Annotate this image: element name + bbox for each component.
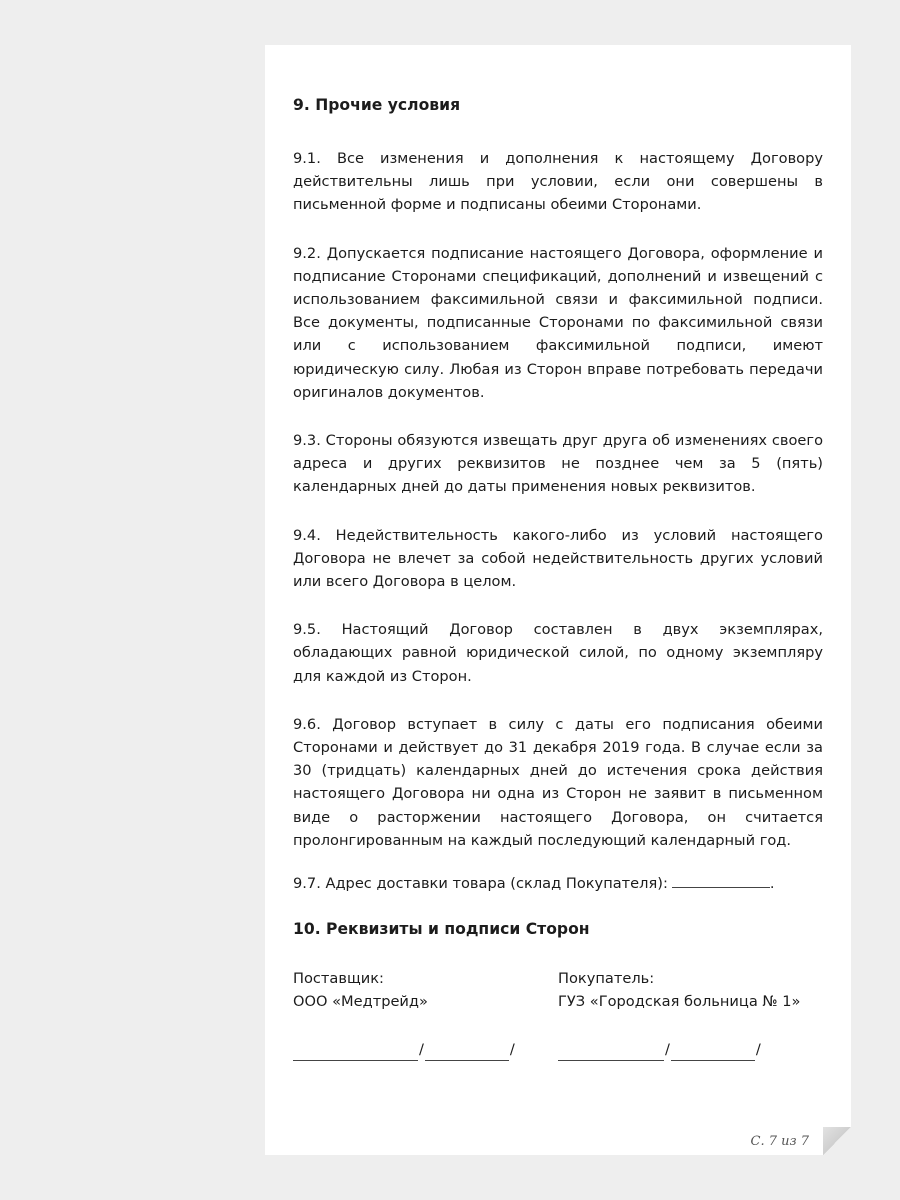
buyer-label: Покупатель:: [558, 970, 655, 988]
buyer-slash-1: /: [665, 1040, 670, 1058]
supplier-column: [293, 967, 558, 1061]
supplier-signature-blank: [293, 1046, 418, 1061]
buyer-slash-2: /: [755, 1040, 761, 1058]
section-9-heading: 9. Прочие условия: [293, 96, 461, 114]
page-number: С. 7 из 7: [750, 1134, 809, 1149]
document-content: [293, 93, 823, 1061]
clause-9-7: [293, 872, 823, 895]
supplier-slash-1: /: [419, 1040, 424, 1058]
clause-9-1: 9.1. Все изменения и дополнения к настоящему Договору действительны лишь при условии, если они совершены в письменной форме и подписаны обеими Сторонами.: [293, 150, 823, 214]
section-10-heading: 10. Реквизиты и подписи Сторон: [293, 920, 590, 939]
clause-9-5: 9.5. Настоящий Договор составлен в двух экземплярах, обладающих равной юридической силой, по одному экземпляру для каждой из Сторон.: [293, 621, 823, 685]
supplier-org: ООО «Медтрейд»: [293, 993, 428, 1011]
clause-9-3: 9.3. Стороны обязуются извещать друг друга об изменениях своего адреса и других реквизитов не позднее чем за 5 (пять) календарных дней до даты применения новых реквизитов.: [293, 432, 823, 496]
buyer-org: ГУЗ «Городская больница № 1»: [558, 993, 801, 1011]
clause-9-7-period: .: [769, 875, 775, 893]
supplier-name-blank: [425, 1046, 509, 1061]
supplier-signature-line: [293, 1038, 558, 1061]
buyer-name-blank: [671, 1046, 755, 1061]
clause-9-7-text: 9.7. Адрес доставки товара (склад Покупателя):: [293, 875, 668, 893]
delivery-address-blank: [672, 875, 770, 888]
supplier-label: Поставщик:: [293, 970, 384, 988]
clause-9-6: 9.6. Договор вступает в силу с даты его подписания обеими Сторонами и действует до 31 декабря 2019 года. В случае если за 30 (тридцать) календарных дней до истечения срока действия настоящего Договора ни одна из Сторон не заявит в письменном виде о расторжении настоящего Договора, он считается пролонгированным на каждый последующий календарный год.: [293, 715, 823, 849]
document-page: [265, 45, 851, 1155]
supplier-slash-2: /: [509, 1040, 515, 1058]
clause-9-4: 9.4. Недействительность какого-либо из условий настоящего Договора не влечет за собой недействительность других условий или всего Договора в целом.: [293, 526, 823, 591]
buyer-column: [558, 967, 823, 1061]
buyer-signature-line: [558, 1038, 823, 1061]
signatures-block: [293, 967, 823, 1061]
page-curl-corner: [823, 1127, 851, 1155]
clause-9-2: 9.2. Допускается подписание настоящего Договора, оформление и подписание Сторонами спецификаций, дополнений и извещений с использованием факсимильной связи и факсимильной подписи. Все документы, подписанные Сторонами по факсимильной связи или с использованием факсимильной подписи, имеют юридическую силу. Любая из Сторон вправе потребовать передачи оригиналов документов.: [293, 244, 823, 401]
buyer-signature-blank: [558, 1046, 664, 1061]
